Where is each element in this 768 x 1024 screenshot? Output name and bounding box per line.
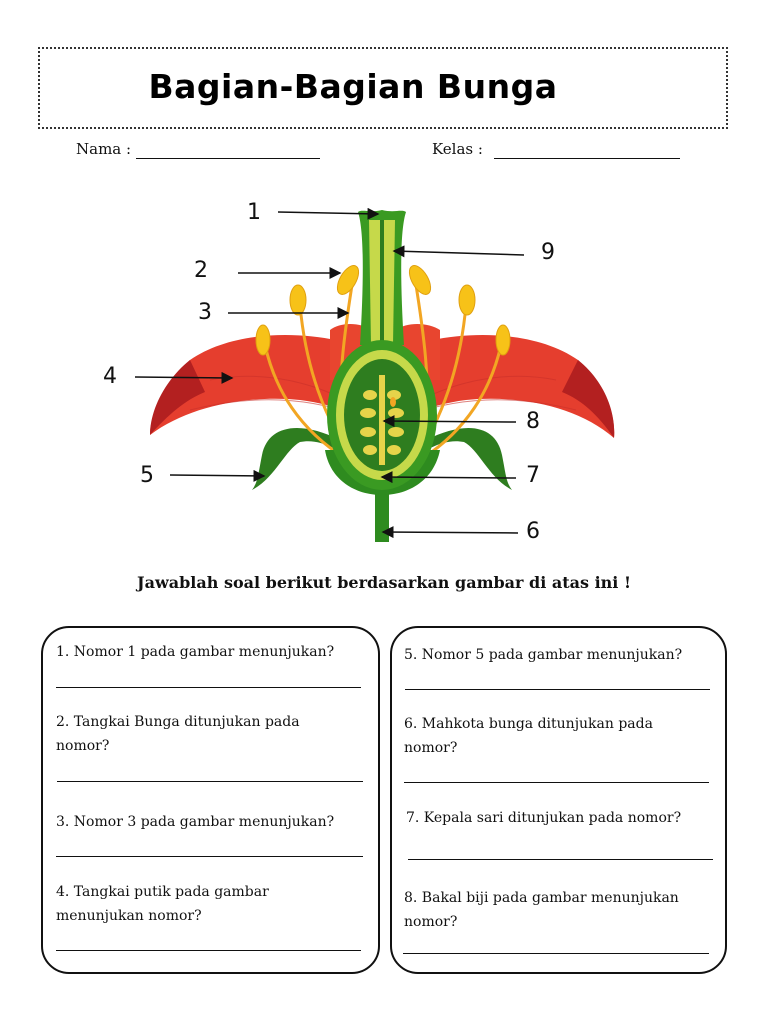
label-8: 8 [526, 409, 540, 434]
question-5: 5. Nomor 5 pada gambar menunjukan? [404, 647, 683, 663]
answer-line-1[interactable] [56, 687, 361, 688]
answer-line-3[interactable] [56, 856, 363, 857]
question-2: 2. Tangkai Bunga ditunjukan pada nomor? [56, 714, 300, 754]
question-4: 4. Tangkai putik pada gambar menunjukan nomor? [56, 884, 269, 924]
question-1: 1. Nomor 1 pada gambar menunjukan? [56, 644, 335, 660]
question-7: 7. Kepala sari ditunjukan pada nomor? [406, 810, 682, 826]
question-6: 6. Mahkota bunga ditunjukan pada nomor? [404, 716, 653, 756]
label-2: 2 [194, 258, 208, 283]
label-6: 6 [526, 519, 540, 544]
answer-line-7[interactable] [408, 859, 713, 860]
answer-line-5[interactable] [405, 689, 710, 690]
flower-stalk [375, 490, 389, 542]
answer-line-2[interactable] [57, 781, 363, 782]
nama-label: Nama : [76, 140, 132, 158]
label-7: 7 [526, 463, 540, 488]
label-5: 5 [140, 463, 154, 488]
kelas-label: Kelas : [432, 140, 483, 158]
instruction: Jawablah soal berikut berdasarkan gambar di atas ini ! [137, 573, 631, 592]
label-3: 3 [198, 300, 212, 325]
label-1: 1 [247, 200, 261, 225]
answer-line-6[interactable] [404, 782, 709, 783]
answer-line-4[interactable] [56, 950, 361, 951]
question-3: 3. Nomor 3 pada gambar menunjukan? [56, 814, 335, 830]
label-9: 9 [541, 240, 555, 265]
page-title: Bagian-Bagian Bunga [148, 67, 558, 106]
answer-line-8[interactable] [403, 953, 709, 954]
label-4: 4 [103, 364, 117, 389]
question-8: 8. Bakal biji pada gambar menunjukan nomor? [404, 890, 679, 930]
